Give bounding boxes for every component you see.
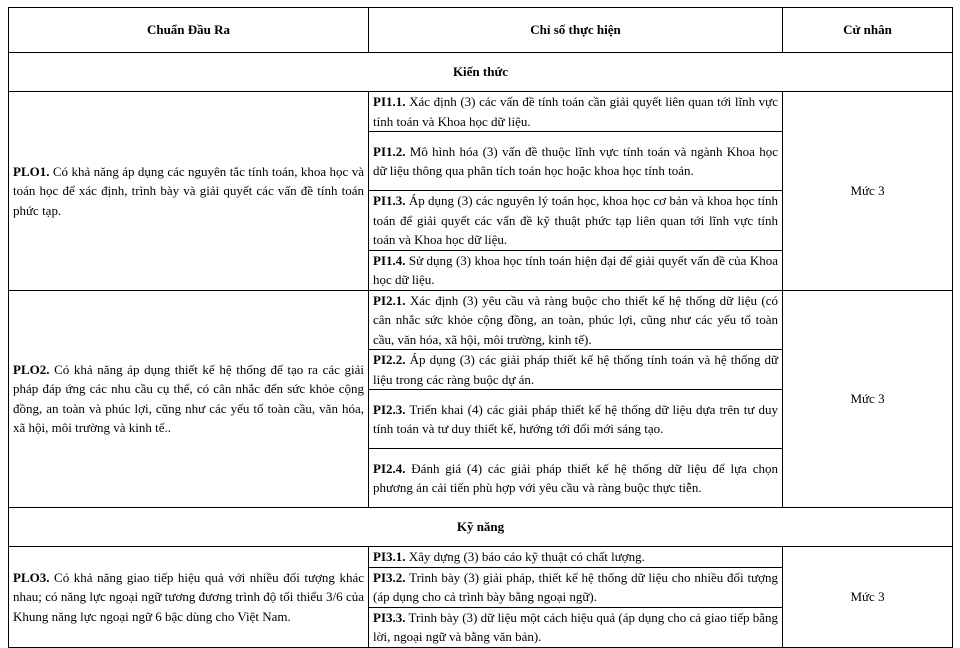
header-outcomes: Chuẩn Đầu Ra bbox=[9, 8, 369, 53]
pi3-1-code: PI3.1. bbox=[373, 549, 406, 564]
section-row-skills bbox=[9, 508, 953, 547]
pi3-1-cell bbox=[369, 547, 783, 568]
pi1-2-text: Mô hình hóa (3) vấn đề thuộc lĩnh vực tính toán và ngành Khoa học dữ liệu thông qua phân tích toán học hoặc khoa học tính toán. bbox=[373, 143, 778, 178]
pi2-1-text: Xác định (3) yêu cầu và ràng buộc cho thiết kế hệ thống dữ liệu (có cân nhắc sức khỏe cộng đồng, an toàn, phúc lợi, cũng như các yếu tố toàn cầu, văn hóa, xã hội, môi trường, kinh tế). bbox=[373, 292, 778, 347]
plo1-text: Có khả năng áp dụng các nguyên tắc tính toán, khoa học và toán học để xác định, trình bày và giải quyết các vấn đề tính toán phức tạp. bbox=[13, 163, 364, 218]
pi2-4-code: PI2.4. bbox=[373, 460, 406, 476]
pi1-4-text: Sử dụng (3) khoa học tính toán hiện đại để giải quyết vấn đề của Khoa học dữ liệu. bbox=[373, 252, 778, 287]
plo3-cell bbox=[9, 547, 369, 648]
plo1-cell bbox=[9, 92, 369, 291]
pi1-1-text: Xác định (3) các vấn đề tính toán cần giải quyết liên quan tới lĩnh vực tính toán và Khoa học dữ liệu. bbox=[373, 94, 778, 129]
plo1-code: PLO1. bbox=[13, 163, 50, 179]
plo3-code: PLO3. bbox=[13, 569, 50, 585]
pi2-4-text: Đánh giá (4) các giải pháp thiết kế hệ thống dữ liệu để lựa chọn phương án cải tiến phù hợp với yêu cầu và ràng buộc thực tiễn. bbox=[373, 460, 778, 495]
header-row bbox=[9, 8, 953, 53]
pi1-4-code: PI1.4. bbox=[373, 252, 406, 268]
header-bachelor: Cử nhân bbox=[783, 8, 953, 53]
pi3-3-text: Trình bày (3) dữ liệu một cách hiệu quả (áp dụng cho cả giao tiếp bằng lời, ngoại ngữ và bằng văn bản). bbox=[373, 609, 778, 644]
section-title-skills: Kỹ năng bbox=[9, 508, 953, 547]
pi1-2-code: PI1.2. bbox=[373, 143, 406, 159]
table-row bbox=[9, 92, 953, 132]
pi3-2-cell bbox=[369, 567, 783, 607]
plo1-level: Mức 3 bbox=[783, 92, 953, 291]
plo2-cell bbox=[9, 290, 369, 508]
section-row-knowledge bbox=[9, 53, 953, 92]
pi3-3-code: PI3.3. bbox=[373, 609, 406, 625]
pi2-3-cell bbox=[369, 390, 783, 449]
section-title-knowledge: Kiến thức bbox=[9, 53, 953, 92]
pi1-2-cell bbox=[369, 132, 783, 191]
pi2-1-code: PI2.1. bbox=[373, 292, 406, 308]
pi1-3-cell bbox=[369, 191, 783, 251]
pi1-4-cell bbox=[369, 250, 783, 290]
plo3-level: Mức 3 bbox=[783, 547, 953, 648]
pi3-3-cell bbox=[369, 607, 783, 647]
pi2-2-cell bbox=[369, 350, 783, 390]
pi3-1-text: Xây dựng (3) báo cáo kỹ thuật có chất lượng. bbox=[405, 549, 645, 564]
pi3-2-text: Trình bày (3) giải pháp, thiết kế hệ thống dữ liệu cho nhiều đối tượng (áp dụng cho cả trình bày bằng ngoại ngữ). bbox=[373, 569, 778, 604]
learning-outcomes-table bbox=[8, 7, 953, 648]
plo2-level: Mức 3 bbox=[783, 290, 953, 508]
pi1-1-code: PI1.1. bbox=[373, 94, 406, 109]
pi2-3-code: PI2.3. bbox=[373, 401, 406, 417]
header-indicators: Chỉ số thực hiện bbox=[369, 8, 783, 53]
pi1-1-cell bbox=[369, 92, 783, 132]
pi2-1-cell bbox=[369, 290, 783, 350]
pi3-2-code: PI3.2. bbox=[373, 569, 406, 585]
table-row bbox=[9, 547, 953, 568]
pi2-4-cell bbox=[369, 449, 783, 508]
pi1-3-code: PI1.3. bbox=[373, 193, 406, 208]
pi2-3-text: Triển khai (4) các giải pháp thiết kế hệ thống dữ liệu dựa trên tư duy tính toán và tư duy thiết kế, hướng tới đổi mới sáng tạo. bbox=[373, 401, 778, 436]
plo2-code: PLO2. bbox=[13, 361, 50, 377]
table-row bbox=[9, 290, 953, 350]
plo2-text: Có khả năng áp dụng thiết kế hệ thống để tạo ra các giải pháp đáp ứng các nhu cầu cụ thể, có cân nhắc đến sức khỏe cộng đồng, an toàn và phúc lợi, cũng như các yếu tố toàn cầu, văn hóa, xã hội, môi trường và kinh tế.. bbox=[13, 361, 364, 436]
plo3-text: Có khả năng giao tiếp hiệu quả với nhiều đối tượng khác nhau; có năng lực ngoại ngữ tương đương trình độ tối thiểu 3/6 của Khung năng lực ngoại ngữ 6 bậc dùng cho Việt Nam. bbox=[13, 569, 364, 624]
pi2-2-code: PI2.2. bbox=[373, 352, 406, 367]
pi1-3-text: Áp dụng (3) các nguyên lý toán học, khoa học cơ bản và khoa học tính toán để giải quyết các vấn đề kỹ thuật phức tạp liên quan tới lĩnh vực tính toán và Khoa học dữ liệu. bbox=[373, 193, 778, 247]
pi2-2-text: Áp dụng (3) các giải pháp thiết kế hệ thống tính toán và hệ thống dữ liệu trong các ràng buộc dự án. bbox=[373, 352, 778, 387]
